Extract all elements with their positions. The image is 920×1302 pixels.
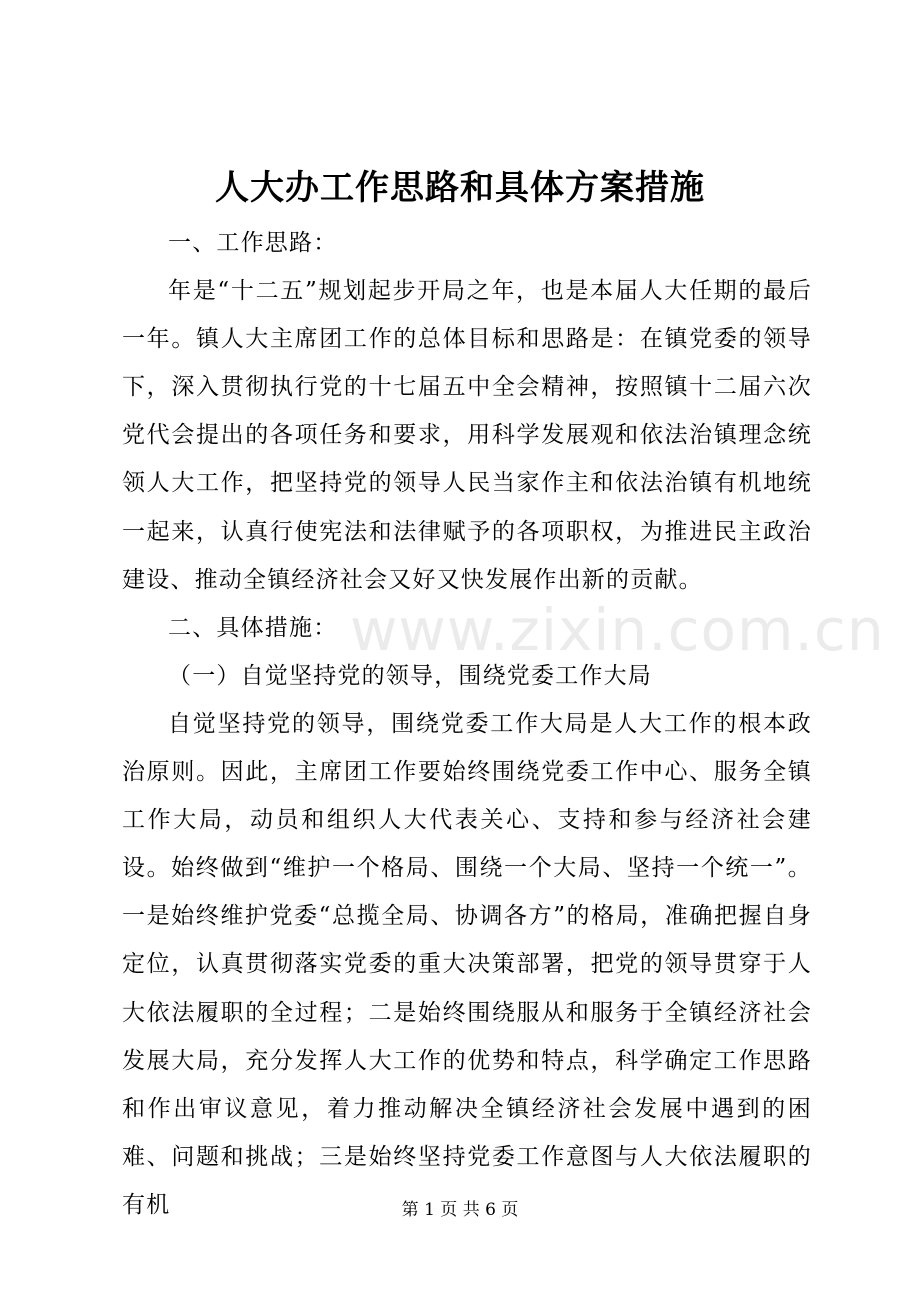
paragraph-party-leadership: 自觉坚持党的领导，围绕党委工作大局是人大工作的根本政治原则。因此，主席团工作要始终围绕党委工作中心、服务全镇工作大局，动员和组织人大代表关心、支持和参与经济社会建设。始终做到“维护一个格局、围绕一个大局、坚持一个统一”。一是始终维护党委“总揽全局、协调各方”的格局，准确把握自身定位，认真贯彻落实党委的重大决策部署，把党的领导贯穿于人大依法履职的全过程；二是始终围绕服从和服务于全镇经济社会发展大局，充分发挥人大工作的优势和特点，科学确定工作思路和作出审议意见，着力推动解决全镇经济社会发展中遇到的困难、问题和挑战；三是始终坚持党委工作意图与人大依法履职的有机 bbox=[122, 710, 812, 1218]
section-heading-work-ideas: 一、工作思路： bbox=[168, 230, 338, 256]
section-heading-measures: 二、具体措施： bbox=[168, 614, 338, 641]
document-body bbox=[122, 219, 812, 1229]
subsection-heading-party-leadership: （一）自觉坚持党的领导，围绕党委工作大局 bbox=[168, 662, 652, 689]
document-title: 人大办工作思路和具体方案措施 bbox=[215, 168, 705, 208]
page-number-footer: 第 1 页 共 6 页 bbox=[401, 1200, 519, 1220]
paragraph-work-ideas: 年是“十二五”规划起步开局之年，也是本届人大任期的最后一年。镇人大主席团工作的总体目标和思路是：在镇党委的领导下，深入贯彻执行党的十七届五中全会精神，按照镇十二届六次党代会提出的各项任务和要求，用科学发展观和依法治镇理念统领人大工作，把坚持党的领导人民当家作主和依法治镇有机地统一起来，认真行使宪法和法律赋予的各项职权，为推进民主政治建设、推动全镇经济社会又好又快发展作出新的贡献。 bbox=[122, 278, 812, 593]
watermark: www.zixin.com.cn bbox=[350, 596, 885, 664]
